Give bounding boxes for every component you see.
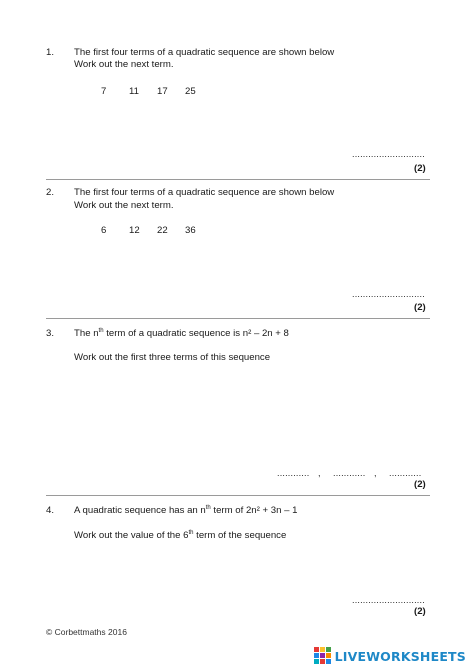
question-3-comma-1: , [318,468,321,478]
question-2-term-1: 6 [101,225,107,236]
question-3-stem: The $n^{th}$ term of a quadratic sequence is n² – 2n + 8 [74,328,289,339]
question-1-text-line-2: Work out the next term. [74,59,174,70]
question-3-marks: (2) [414,479,426,490]
question-3-answer-line-2[interactable]: ............ [333,468,366,478]
question-2-text-line-1: The first four terms of a quadratic sequence are shown below [74,187,335,198]
question-2-answer-line[interactable]: ........................... [352,289,425,299]
question-4-instruction: Work out the value of the 6th term of the sequence [74,530,287,541]
question-1-term-1: 7 [101,86,107,97]
question-2-text-line-2: Work out the next term. [74,200,174,211]
question-3-number: 3. [46,328,55,339]
question-4-number: 4. [46,505,55,516]
question-1-term-3: 17 [157,86,168,97]
divider-2 [46,318,430,319]
question-1-term-4: 25 [185,86,196,97]
question-1-number: 1. [46,47,55,58]
question-1-text-line-1: The first four terms of a quadratic sequence are shown below [74,47,335,58]
question-1-answer-line[interactable]: ........................... [352,149,425,159]
question-1-marks: (2) [414,163,426,174]
question-2-marks: (2) [414,302,426,313]
liveworksheets-logo-icon [314,647,332,665]
divider-1 [46,179,430,180]
question-3-answer-line-3[interactable]: ............ [389,468,422,478]
question-4-stem: A quadratic sequence has an $n^{th}$ term of 2n² + 3n – 1 [74,505,298,516]
question-3-answer-line-1[interactable]: ............ [277,468,310,478]
liveworksheets-brand-text: LIVEWORKSHEETS [334,648,466,664]
question-4-marks: (2) [414,606,426,617]
question-1-term-2: 11 [129,86,139,97]
question-2-term-2: 12 [129,225,140,236]
copyright-notice: © Corbettmaths 2016 [46,627,127,637]
liveworksheets-brand[interactable] [314,646,466,666]
question-2-term-3: 22 [157,225,168,236]
divider-3 [46,495,430,496]
question-3-comma-2: , [374,468,377,478]
question-2-term-4: 36 [185,225,196,236]
question-2-number: 2. [46,187,55,198]
question-3-instruction: Work out the first three terms of this sequence [74,352,271,363]
question-4-answer-line[interactable]: ........................... [352,595,425,605]
